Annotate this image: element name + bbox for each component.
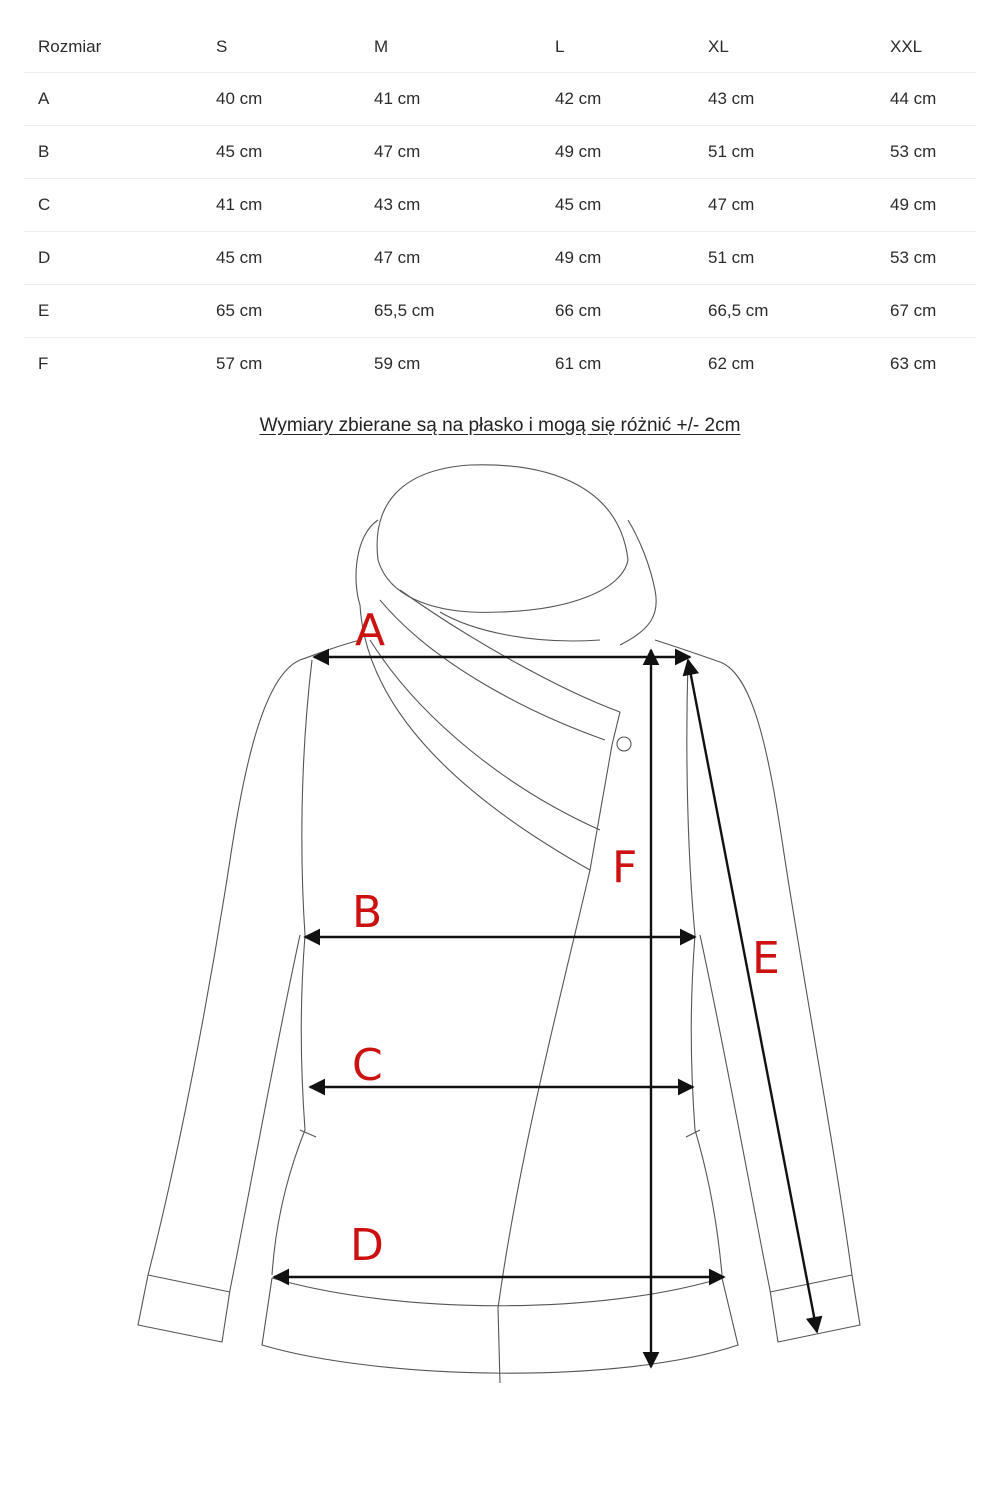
table-cell: 40 cm [216,73,374,126]
table-cell: 59 cm [374,354,421,373]
label-e: E [752,933,780,984]
table-cell: 47 cm [374,232,555,285]
size-table [24,22,976,390]
table-cell: 43 cm [374,179,555,232]
table-row [24,73,976,126]
table-cell: 47 cm [374,126,555,179]
table-cell: 49 cm [555,232,708,285]
label-f: F [612,842,638,893]
table-cell: 66,5 cm [708,285,890,338]
table-cell: 57 cm [216,354,263,373]
table-cell: 49 cm [555,126,708,179]
table-cell: 45 cm [216,232,374,285]
label-a: A [355,605,386,656]
table-cell: 51 cm [708,126,890,179]
measurement-note-text: Wymiary zbierane są na płasko i mogą się różnić +/- 2cm [259,415,741,436]
table-cell: F [38,354,49,373]
table-cell: 53 cm [890,126,976,179]
table-cell: 53 cm [890,232,976,285]
table-cell: 43 cm [708,73,890,126]
table-cell: E [24,285,216,338]
table-cell: 49 cm [890,179,976,232]
table-cell: 51 cm [708,232,890,285]
table-cell: D [24,232,216,285]
column-header: XL [708,22,890,73]
table-cell: 42 cm [555,73,708,126]
table-cell: 66 cm [555,285,708,338]
table-row [24,338,976,391]
table-cell: 41 cm [216,179,374,232]
table-cell: C [24,179,216,232]
label-d: D [350,1220,384,1271]
column-header: XXL [890,22,976,73]
table-row [24,232,976,285]
table-cell: 63 cm [890,354,937,373]
table-row [24,285,976,338]
table-cell: 45 cm [216,126,374,179]
table-cell: 45 cm [555,179,708,232]
jacket-measurement-diagram [0,450,1000,1410]
table-row [24,126,976,179]
measurement-note [0,415,1000,437]
table-row [24,179,976,232]
jacket-outline [138,465,860,1383]
arrow-e [688,660,817,1332]
table-cell: 61 cm [555,354,602,373]
table-header-row [24,22,976,73]
column-header: M [374,22,555,73]
table-cell: 41 cm [374,73,555,126]
table-cell: 65,5 cm [374,285,555,338]
label-c: C [352,1040,383,1091]
table-cell: A [24,73,216,126]
column-header: L [555,22,708,73]
table-cell: 44 cm [890,73,976,126]
column-header: S [216,22,374,73]
table-cell: 65 cm [216,285,374,338]
table-cell: 47 cm [708,179,890,232]
column-header: Rozmiar [24,22,216,73]
label-b: B [352,887,383,938]
table-cell: 62 cm [708,354,755,373]
table-cell: 67 cm [890,285,976,338]
table-cell: B [24,126,216,179]
